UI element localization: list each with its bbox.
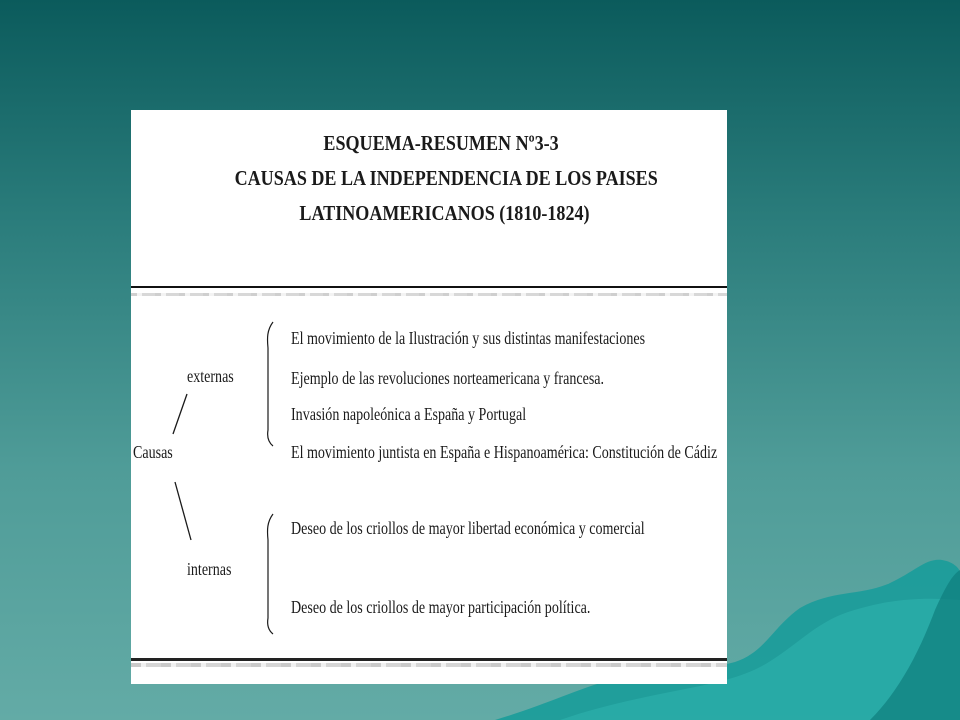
title-line-1: ESQUEMA-RESUMEN Nº3-3 xyxy=(323,131,559,155)
title-line-2: CAUSAS DE LA INDEPENDENCIA DE LOS PAISES xyxy=(234,166,658,190)
bottom-rule-shadow xyxy=(131,663,727,667)
cause-item-externa-2: Ejemplo de las revoluciones norteamericana y francesa. xyxy=(291,368,605,388)
cause-item-externa-4: El movimiento juntista en España e Hispanoamérica: Constitución de Cádiz xyxy=(291,442,718,462)
document-card xyxy=(131,110,727,684)
branch-line-internas xyxy=(175,482,191,540)
cause-item-externa-1: El movimiento de la Ilustración y sus distintas manifestaciones xyxy=(291,328,646,348)
cause-item-externa-3: Invasión napoleónica a España y Portugal xyxy=(291,404,527,424)
root-label-causas: Causas xyxy=(133,442,173,462)
branch-label-externas: externas xyxy=(187,366,234,386)
branch-line-externas xyxy=(173,394,187,434)
cause-item-interna-2: Deseo de los criollos de mayor participación política. xyxy=(291,597,591,617)
bracket-externas xyxy=(268,322,273,446)
cause-item-interna-1: Deseo de los criollos de mayor libertad económica y comercial xyxy=(291,518,645,538)
title-line-3: LATINOAMERICANOS (1810-1824) xyxy=(299,201,590,225)
bracket-internas xyxy=(268,514,273,634)
bottom-rule xyxy=(131,658,727,661)
branch-label-internas: internas xyxy=(187,559,232,579)
